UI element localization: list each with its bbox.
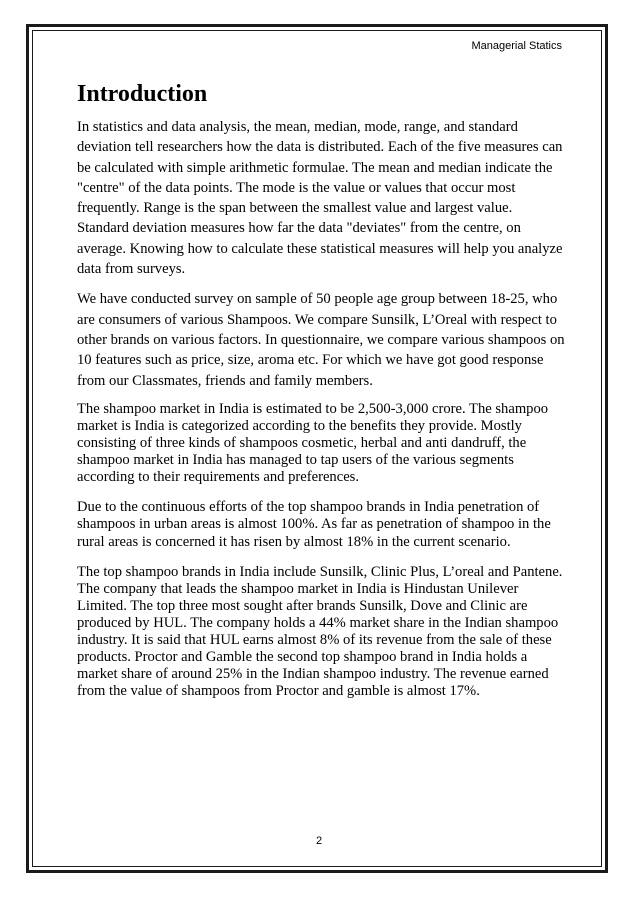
page-title: Introduction [77,81,208,107]
paragraph-top-brands: The top shampoo brands in India include Sunsilk, Clinic Plus, L’oreal and Pantene. The company that leads the shampoo market in India is Hindustan Unilever Limited. The top three most sought after brands Sunsilk, Dove and Clinic are produced by HUL. The company holds a 44% market share in the Indian shampoo industry. It is said that HUL earns almost 8% of its revenue from the sale of these products. Proctor and Gamble the second top shampoo brand in India holds a market share of around 25% in the Indian shampoo industry. The revenue earned from the value of shampoos from Proctor and gamble is almost 17%. [77,563,563,700]
running-header: Managerial Statics [471,40,562,52]
page-number: 2 [315,835,323,847]
paragraph-survey: We have conducted survey on sample of 50 people age group between 18-25, who are consumers of various Shampoos. We compare Sunsilk, L’Oreal with respect to other brands on various factors. In questionnaire, we compare various shampoos on 10 features such as price, size, aroma etc. For which we have got good response from our Classmates, friends and family members. [77,291,565,389]
paragraph-market-size: The shampoo market in India is estimated to be 2,500-3,000 crore. The shampoo market is India is categorized according to the benefits they provide. Mostly consisting of three kinds of shampoos cosmetic, herbal and anti dandruff, the shampoo market in India has managed to tap users of the various segments according to their requirements and preferences. [77,400,549,486]
paragraph-statistics-intro: In statistics and data analysis, the mean, median, mode, range, and standard deviation tell researchers how the data is distributed. Each of the five measures can be calculated with simple arithmetic formulae. The mean and median indicate the "centre" of the data points. The mode is the value or values that occur most frequently. Range is the span between the smallest value and largest value. Standard deviation measures how far the data "deviates" from the centre, on average. Knowing how to calculate these statistical measures will help you analyze data from surveys. [77,119,563,278]
page-content [77,79,567,713]
paragraph-penetration: Due to the continuous efforts of the top shampoo brands in India penetration of shampoos in urban areas is almost 100%. As far as penetration of shampoo in the rural areas is concerned it has risen by almost 18% in the current scenario. [77,499,551,550]
